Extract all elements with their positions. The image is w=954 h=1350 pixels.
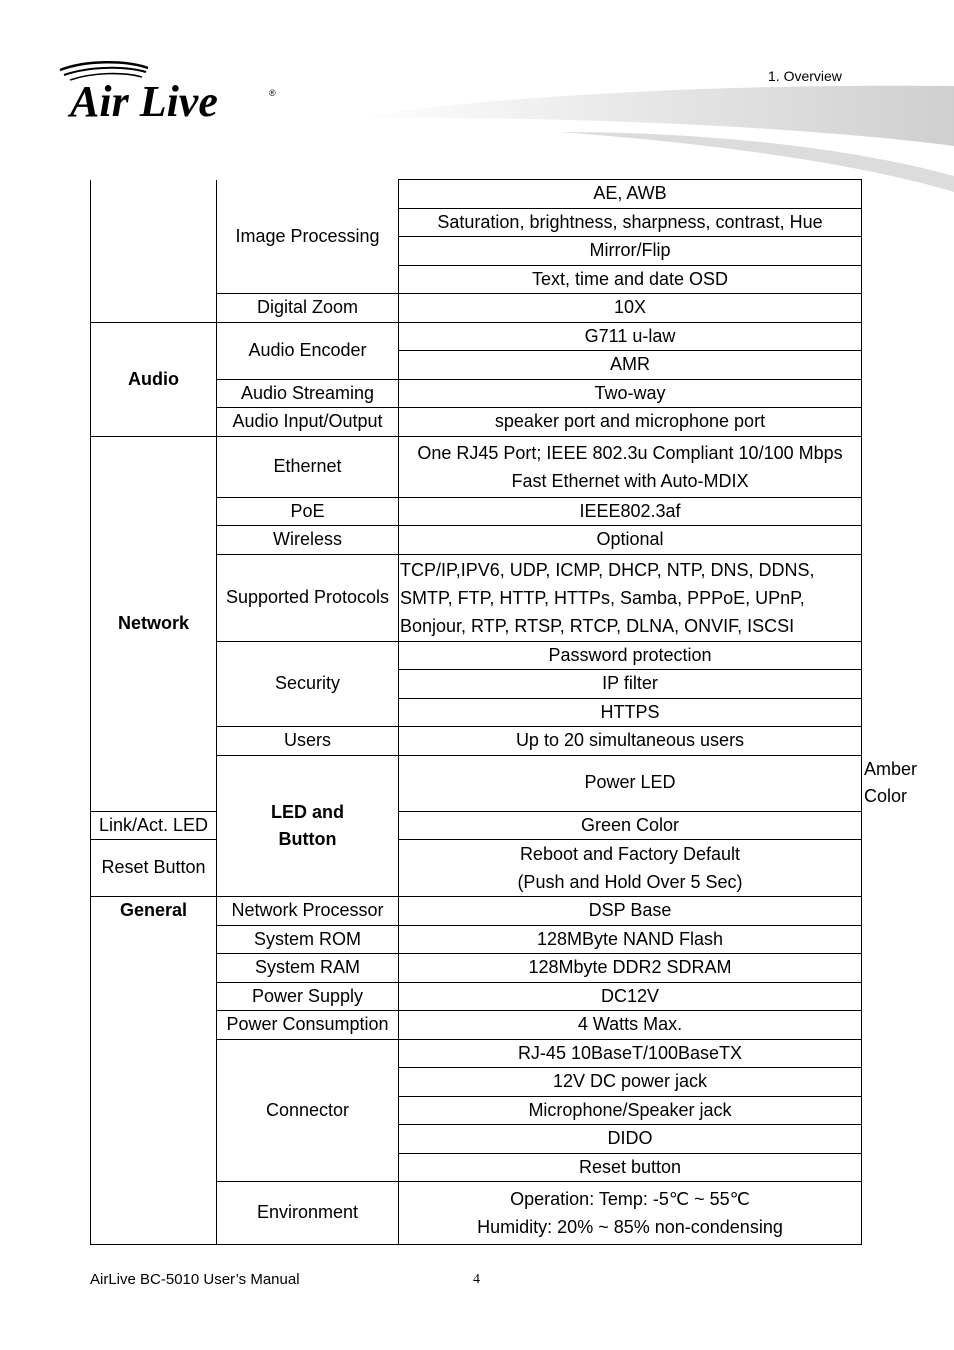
spec-value: Saturation, brightness, sharpness, contrast, Hue xyxy=(399,208,862,237)
spec-value: 128MByte NAND Flash xyxy=(399,925,862,954)
spec-value: DC12V xyxy=(399,982,862,1011)
spec-name: Power LED xyxy=(399,755,862,811)
airlive-logo xyxy=(56,58,286,122)
category-general: General xyxy=(91,897,217,1245)
spec-value-line: Reboot and Factory Default xyxy=(519,844,741,864)
spec-value xyxy=(399,554,862,641)
spec-name: Supported Protocols xyxy=(217,554,399,641)
page-number: 4 xyxy=(473,1272,480,1287)
spec-value: Password protection xyxy=(399,641,862,670)
spec-name: System RAM xyxy=(217,954,399,983)
spec-value: AE, AWB xyxy=(399,180,862,209)
spec-name: Reset Button xyxy=(91,840,217,897)
spec-name: Network Processor xyxy=(217,897,399,926)
category-audio: Audio xyxy=(91,322,217,436)
spec-value-line: One RJ45 Port; IEEE 802.3u Compliant 10/100 Mbps xyxy=(417,442,843,463)
spec-value: 128Mbyte DDR2 SDRAM xyxy=(399,954,862,983)
table-row xyxy=(91,180,862,209)
spec-value-line: SMTP, FTP, HTTP, HTTPs, Samba, PPPoE, UPnP, xyxy=(400,587,805,608)
svg-text:®: ® xyxy=(269,88,276,98)
spec-value: Two-way xyxy=(399,379,862,408)
spec-value: Reset button xyxy=(399,1153,862,1182)
table-row xyxy=(91,840,862,897)
spec-value-line: Fast Ethernet with Auto-MDIX xyxy=(511,470,749,491)
spec-name: Wireless xyxy=(217,526,399,555)
table-row xyxy=(91,322,862,351)
footer-manual-title: AirLive BC-5010 User’s Manual xyxy=(90,1271,300,1288)
spec-value: G711 u-law xyxy=(399,322,862,351)
svg-text:Air Live: Air Live xyxy=(70,77,218,122)
spec-value xyxy=(399,840,862,897)
spec-name: Connector xyxy=(217,1039,399,1182)
spec-name: Image Processing xyxy=(217,180,399,294)
spec-value: speaker port and microphone port xyxy=(399,408,862,437)
spec-name: Power Consumption xyxy=(217,1011,399,1040)
spec-value: Green Color xyxy=(399,811,862,840)
spec-name: Environment xyxy=(217,1182,399,1245)
spec-value: Text, time and date OSD xyxy=(399,265,862,294)
spec-value xyxy=(399,1182,862,1245)
category-line: Button xyxy=(278,828,337,849)
spec-value: 4 Watts Max. xyxy=(399,1011,862,1040)
spec-name: Ethernet xyxy=(217,436,399,497)
spec-value: Up to 20 simultaneous users xyxy=(399,727,862,756)
spec-value: DIDO xyxy=(399,1125,862,1154)
spec-value: Mirror/Flip xyxy=(399,237,862,266)
category-cell xyxy=(91,180,217,323)
specifications-table xyxy=(90,179,918,1245)
category-led-button xyxy=(217,755,399,897)
spec-name: Audio Input/Output xyxy=(217,408,399,437)
spec-name: Link/Act. LED xyxy=(91,811,217,840)
spec-value: IP filter xyxy=(399,670,862,699)
spec-value-line: Bonjour, RTP, RTSP, RTCP, DLNA, ONVIF, ISCSI xyxy=(400,615,795,636)
spec-value: IEEE802.3af xyxy=(399,497,862,526)
spec-name: Digital Zoom xyxy=(217,294,399,323)
spec-value: Optional xyxy=(399,526,862,555)
spec-name: Power Supply xyxy=(217,982,399,1011)
spec-name: PoE xyxy=(217,497,399,526)
spec-value: DSP Base xyxy=(399,897,862,926)
spec-value-line: Operation: Temp: -5℃ ~ 55℃ xyxy=(510,1189,750,1209)
section-heading: 1. Overview xyxy=(768,68,842,84)
spec-value-line: (Push and Hold Over 5 Sec) xyxy=(517,872,743,892)
spec-value: AMR xyxy=(399,351,862,380)
spec-name: Audio Encoder xyxy=(217,322,399,379)
table-row xyxy=(91,436,862,497)
spec-name: Audio Streaming xyxy=(217,379,399,408)
category-line: LED and xyxy=(270,801,344,822)
table-row: LED and Button Power LED Amber Color xyxy=(91,755,862,811)
spec-value-line: TCP/IP,IPV6, UDP, ICMP, DHCP, NTP, DNS, DDNS, xyxy=(400,559,815,580)
spec-value: Microphone/Speaker jack xyxy=(399,1096,862,1125)
spec-value: 10X xyxy=(399,294,862,323)
category-network: Network xyxy=(91,436,217,811)
table-row xyxy=(91,811,862,840)
table-row xyxy=(91,897,862,926)
spec-name: Users xyxy=(217,727,399,756)
spec-name: Security xyxy=(217,641,399,727)
spec-value: 12V DC power jack xyxy=(399,1068,862,1097)
spec-name: System ROM xyxy=(217,925,399,954)
spec-value xyxy=(399,436,862,497)
spec-value: HTTPS xyxy=(399,698,862,727)
spec-value-line: Humidity: 20% ~ 85% non-condensing xyxy=(477,1217,783,1237)
spec-value: RJ-45 10BaseT/100BaseTX xyxy=(399,1039,862,1068)
